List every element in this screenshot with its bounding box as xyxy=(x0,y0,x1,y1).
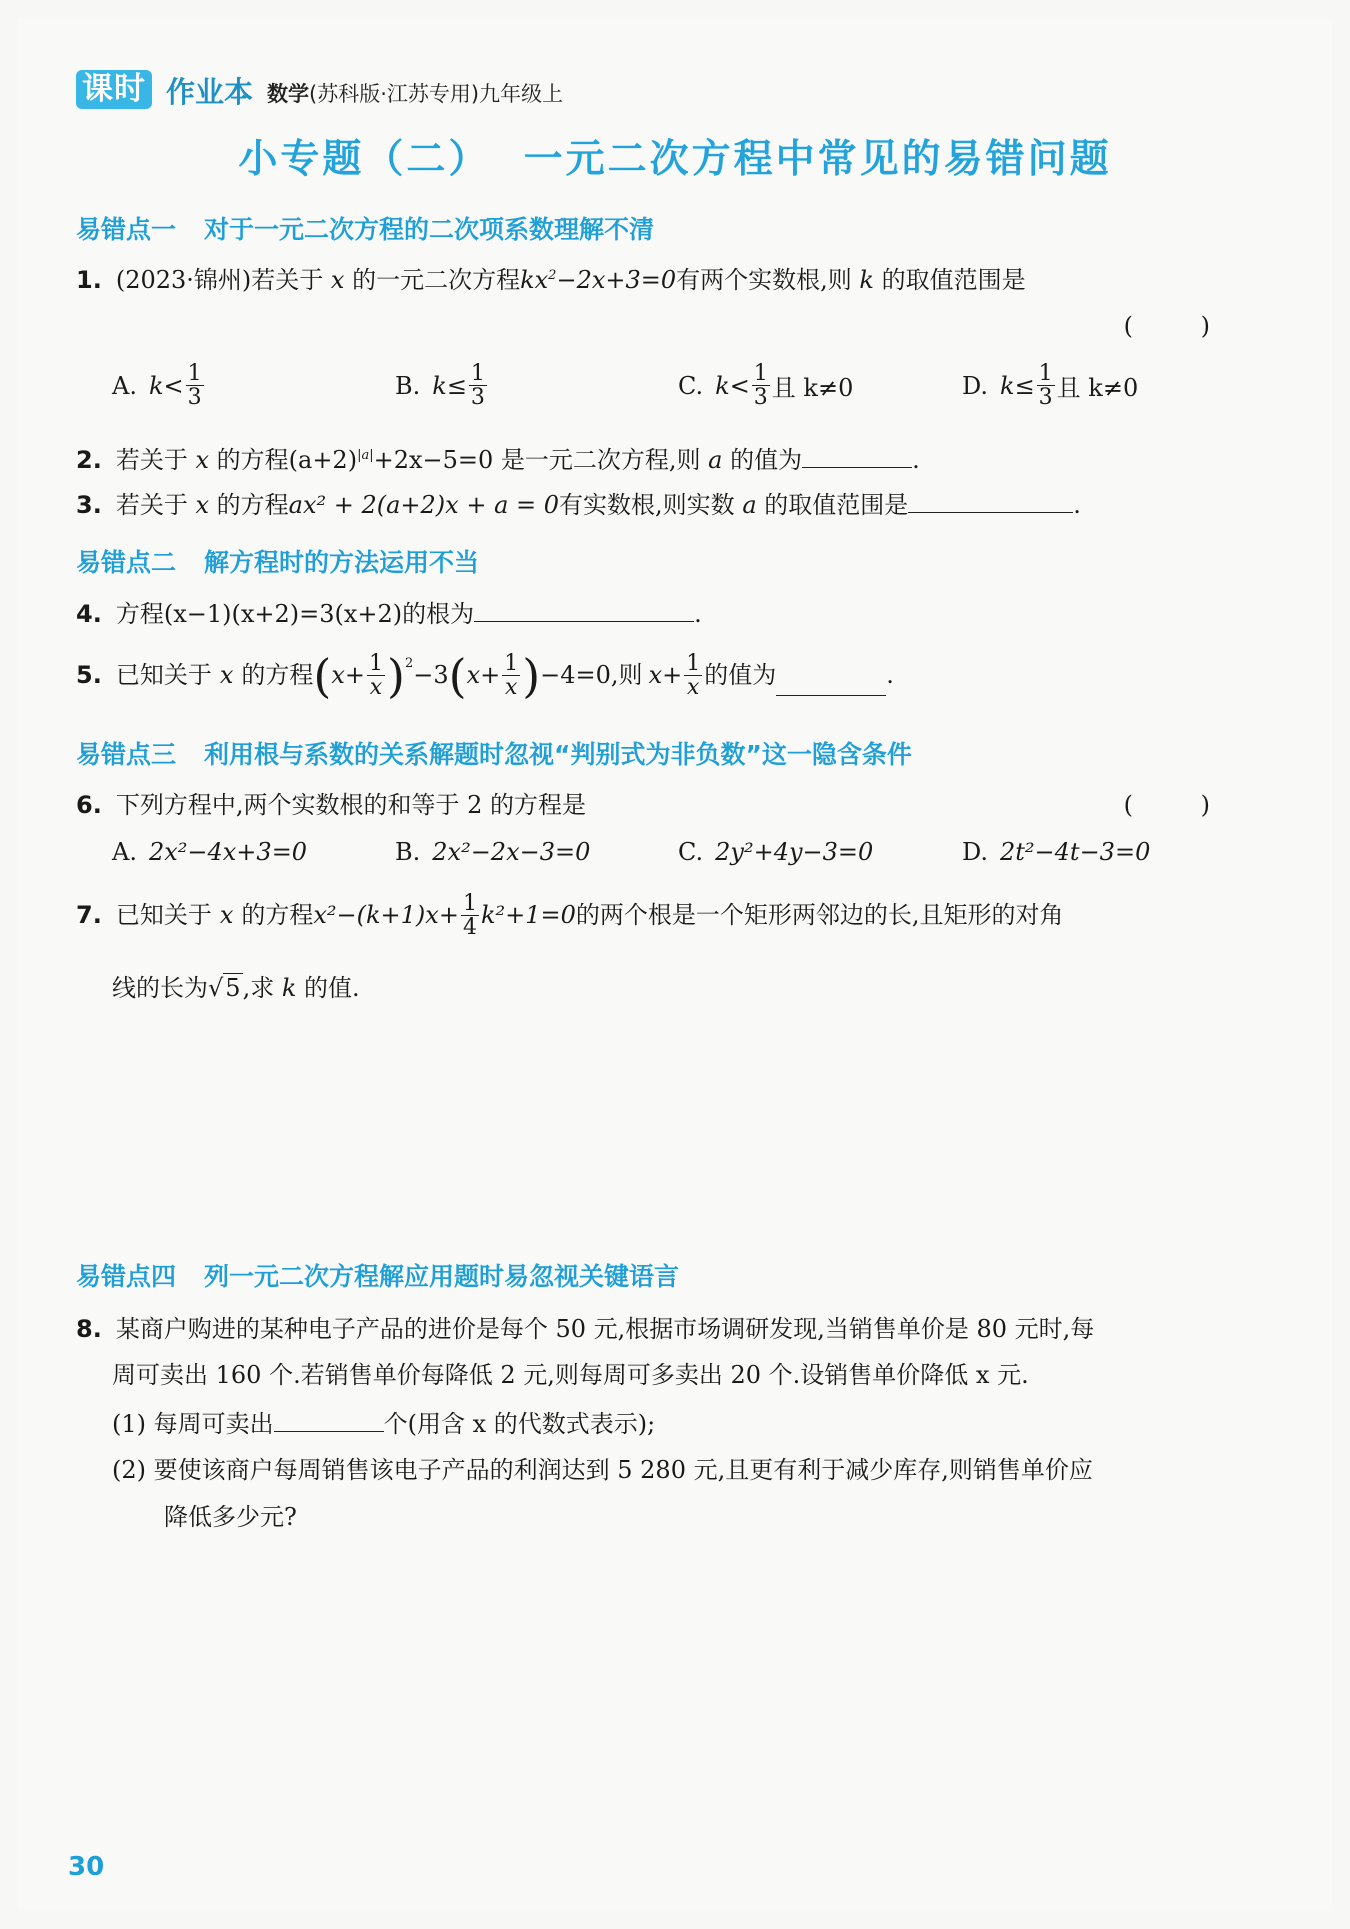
q8-sub1-a: (1) 每周可卖出 xyxy=(112,1410,274,1438)
section-text: 解方程时的方法运用不当 xyxy=(204,548,480,577)
question-8-sub-1 xyxy=(112,1409,655,1439)
option-relation: < xyxy=(163,371,184,400)
question-number: 3. xyxy=(76,491,102,519)
section-label: 易错点二 xyxy=(76,548,177,577)
page-sheet xyxy=(18,18,1332,1911)
q1-text-pre: (2023·锦州)若关于 xyxy=(115,266,324,294)
question-number: 1. xyxy=(76,266,102,294)
q6-option-c[interactable] xyxy=(678,838,873,866)
fraction-numerator: 1 xyxy=(368,651,383,676)
fraction xyxy=(186,362,204,409)
fraction-numerator: 1 xyxy=(187,361,202,386)
question-number: 5. xyxy=(76,661,102,690)
var-k: k xyxy=(715,371,730,400)
var-a: a xyxy=(742,491,757,519)
q5-text-a: 已知关于 xyxy=(115,661,212,690)
question-3 xyxy=(76,490,1081,520)
option-tail: 且 k≠0 xyxy=(771,374,854,403)
var-x: x xyxy=(219,661,234,690)
q4-text: 方程(x−1)(x+2)=3(x+2)的根为 xyxy=(115,600,475,628)
page-number: 30 xyxy=(68,1852,105,1882)
q2-end: . xyxy=(912,446,920,474)
q1-text-mid2: 有两个实数根,则 xyxy=(676,266,852,294)
option-label: B. xyxy=(395,371,421,400)
fraction-numerator: 1 xyxy=(686,651,701,676)
question-number: 6. xyxy=(76,791,102,819)
q4-answer-blank[interactable] xyxy=(474,599,694,622)
option-equation: 2y²+4y−3=0 xyxy=(715,838,874,866)
q7-line2-a: 线的长为 xyxy=(112,974,208,1002)
question-4 xyxy=(76,599,702,629)
var-x: x+ xyxy=(331,661,365,690)
q3-text-c: 有实数根,则实数 xyxy=(559,491,735,519)
q5-text-e: 的值为 xyxy=(704,661,777,690)
question-number: 8. xyxy=(76,1315,102,1343)
question-8 xyxy=(76,1315,1094,1344)
q1-option-c[interactable] xyxy=(678,362,853,409)
question-8-sub-2-line-2: 降低多少元? xyxy=(164,1503,297,1531)
q2-exponent: |a| xyxy=(357,448,374,463)
book-logo-text: 作业本 xyxy=(166,75,254,110)
fraction-numerator: 1 xyxy=(504,651,519,676)
q1-option-b[interactable] xyxy=(395,362,489,409)
q6-text: 下列方程中,两个实数根的和等于 2 的方程是 xyxy=(115,791,586,819)
fraction-numerator: 1 xyxy=(753,361,768,386)
fraction-numerator: 1 xyxy=(1038,361,1053,386)
q5-text-d: −4=0,则 xyxy=(540,661,643,690)
q3-answer-blank[interactable] xyxy=(908,490,1073,513)
var-x: x+ xyxy=(466,661,501,690)
question-8-line-2: 周可卖出 160 个.若销售单价每降低 2 元,则每周可多卖出 20 个.设销售单价降低 x 元. xyxy=(112,1361,1029,1389)
subject-line xyxy=(267,83,563,109)
option-label: C. xyxy=(678,838,704,866)
q7-line2-c: 的值. xyxy=(304,974,360,1002)
book-logo-highlight: 课时 xyxy=(76,70,152,109)
var-x: x xyxy=(195,446,210,474)
q6-option-d[interactable] xyxy=(962,838,1150,866)
fraction xyxy=(469,362,487,409)
q3-equation: ax² + 2(a+2)x + a = 0 xyxy=(288,491,560,519)
q6-option-b[interactable] xyxy=(395,838,590,866)
q8-line-1: 某商户购进的某种电子产品的进价是每个 50 元,根据市场调研发现,当销售单价是 80 元时,每 xyxy=(115,1315,1095,1343)
fraction-denominator: 3 xyxy=(470,385,485,411)
option-tail: 且 k≠0 xyxy=(1056,374,1139,403)
fraction-numerator: 1 xyxy=(470,361,485,386)
section-text: 对于一元二次方程的二次项系数理解不清 xyxy=(204,215,655,244)
question-number: 2. xyxy=(76,446,102,474)
fraction xyxy=(684,652,702,699)
var-x: x+ xyxy=(648,661,683,690)
fraction-denominator: 3 xyxy=(753,385,768,411)
q8-sub1-b: 个(用含 x 的代数式表示); xyxy=(383,1410,656,1438)
question-8-sub-2: (2) 要使该商户每周销售该电子产品的利润达到 5 280 元,且更有利于减少库存,则销售单价应 xyxy=(112,1456,1093,1484)
q1-option-a[interactable] xyxy=(112,362,206,409)
section-label: 易错点四 xyxy=(76,1262,177,1291)
q5-answer-blank[interactable] xyxy=(776,673,886,696)
section-text: 利用根与系数的关系解题时忽视“判别式为非负数”这一隐含条件 xyxy=(204,740,912,769)
section-heading-2 xyxy=(76,543,479,579)
fraction-numerator: 1 xyxy=(462,891,477,916)
q2-text-a: 若关于 xyxy=(115,446,188,474)
option-label: D. xyxy=(962,838,989,866)
option-relation: ≤ xyxy=(446,371,467,400)
q1-answer-paren[interactable]: ( ) xyxy=(1123,312,1240,340)
option-equation: 2x²−4x+3=0 xyxy=(148,838,308,866)
question-7 xyxy=(76,892,1064,939)
q7-text-c: 的两个根是一个矩形两邻边的长,且矩形的对角 xyxy=(575,901,1064,930)
q2-text-b: 的方程(a+2) xyxy=(216,446,358,474)
fraction-denominator: 3 xyxy=(1038,385,1053,411)
paren-close: ) xyxy=(386,648,405,703)
q3-end: . xyxy=(1073,491,1081,519)
fraction xyxy=(502,652,520,699)
var-x: x xyxy=(330,266,345,294)
var-x: x xyxy=(219,901,234,930)
q1-equation: $kx^2-2x+3=0$ xyxy=(520,266,677,294)
section-label: 易错点一 xyxy=(76,215,177,244)
q7-line2-b: ,求 xyxy=(242,974,275,1002)
q2-text-c: +2x−5=0 是一元二次方程,则 xyxy=(373,446,701,474)
q3-text-d: 的取值范围是 xyxy=(764,491,909,519)
q7-equation-b: k²+1=0 xyxy=(480,901,576,930)
option-relation: < xyxy=(729,371,750,400)
q3-text-a: 若关于 xyxy=(115,491,188,519)
fraction xyxy=(367,652,385,699)
paren-open: ( xyxy=(313,648,332,703)
q5-end: . xyxy=(886,661,894,690)
paren-close: ) xyxy=(522,648,541,703)
question-number: 7. xyxy=(76,901,102,930)
q8-sub1-answer-blank[interactable] xyxy=(274,1409,384,1432)
question-number: 4. xyxy=(76,600,102,628)
option-label: B. xyxy=(395,838,421,866)
option-label: D. xyxy=(962,371,989,400)
q5-text-b: 的方程 xyxy=(241,661,314,690)
subject-bold: 数学 xyxy=(267,82,310,106)
question-7-line-2: 线的长为√5,求 k 的值. xyxy=(112,974,360,1002)
option-equation: 2t²−4t−3=0 xyxy=(1000,838,1151,866)
q4-end: . xyxy=(694,600,702,628)
q6-answer-paren[interactable]: ( ) xyxy=(1123,791,1240,819)
fraction xyxy=(752,362,770,409)
fraction xyxy=(461,892,479,939)
fraction-denominator: x xyxy=(505,675,518,701)
var-a: a xyxy=(708,446,723,474)
question-5: 5. 已知关于 x 的方程 ( x+ $\frac{1}{x}$ ) $^2$ −3 ( x+ $\frac{1}{x}$ ) −4=0,则 x+ $\frac{1}{x}$ 的值为 . xyxy=(76,648,894,703)
question-2 xyxy=(76,445,920,475)
question-6 xyxy=(76,791,586,820)
q7-text-b: 的方程 xyxy=(241,901,314,930)
option-equation: 2x²−2x−3=0 xyxy=(432,838,591,866)
q2-text-d: 的值为 xyxy=(730,446,803,474)
var-k: k xyxy=(859,266,874,294)
var-x: x xyxy=(195,491,210,519)
q1-text-post: 的取值范围是 xyxy=(881,266,1026,294)
page-header xyxy=(76,70,563,109)
section-text: 列一元二次方程解应用题时易忽视关键语言 xyxy=(204,1262,680,1291)
var-k: k xyxy=(281,974,297,1002)
fraction-denominator: 4 xyxy=(462,915,477,941)
q1-text-mid1: 的一元二次方程 xyxy=(352,266,521,294)
fraction xyxy=(1037,362,1055,409)
paren-open: ( xyxy=(448,648,467,703)
var-k: k xyxy=(432,371,447,400)
q5-text-c: −3 xyxy=(413,661,449,690)
sqrt-radicand: 5 xyxy=(225,974,241,1002)
section-label: 易错点三 xyxy=(76,740,177,769)
option-label: A. xyxy=(112,838,137,866)
var-k: k xyxy=(148,371,164,400)
fraction-denominator: x xyxy=(687,675,700,701)
q7-text-a: 已知关于 xyxy=(115,901,212,930)
page-title: 小专题（二） 一元二次方程中常见的易错问题 xyxy=(238,137,1112,182)
var-k: k xyxy=(1000,371,1015,400)
question-1 xyxy=(76,266,1026,295)
option-label: A. xyxy=(112,371,137,400)
section-heading-4 xyxy=(76,1257,679,1293)
q6-option-a[interactable] xyxy=(112,838,307,866)
q7-equation-a: x²−(k+1)x+ xyxy=(313,901,459,930)
q2-answer-blank[interactable] xyxy=(802,445,912,468)
section-heading-3 xyxy=(76,735,912,771)
q3-text-b: 的方程 xyxy=(216,491,289,519)
fraction-denominator: x xyxy=(369,675,383,701)
fraction-denominator: 3 xyxy=(187,385,202,411)
section-heading-1 xyxy=(76,210,654,246)
subject-rest: (苏科版·江苏专用)九年级上 xyxy=(309,82,564,106)
q1-option-d[interactable] xyxy=(962,362,1138,409)
option-label: C. xyxy=(678,371,704,400)
option-relation: ≤ xyxy=(1014,371,1035,400)
